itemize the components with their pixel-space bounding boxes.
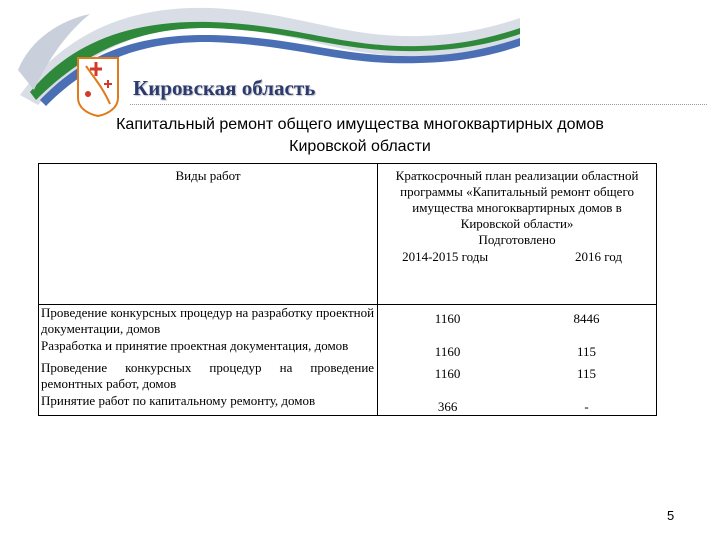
works-table xyxy=(38,163,657,416)
region-name: Кировская область xyxy=(133,76,316,100)
row-value-2014: 1160 xyxy=(378,305,517,339)
col-header-plan xyxy=(378,164,657,305)
coat-of-arms-icon xyxy=(78,58,118,116)
table-row xyxy=(39,338,657,360)
year-col-1: 2014-2015 годы xyxy=(402,249,489,264)
row-value-2014: 366 xyxy=(378,393,517,416)
header-banner xyxy=(0,0,720,120)
row-label: Проведение конкурсных процедур на проведение ремонтных работ, домов xyxy=(39,360,378,393)
year-headers xyxy=(378,248,656,265)
row-label: Разработка и принятие проектная документация, домов xyxy=(39,338,378,360)
table-row xyxy=(39,393,657,416)
row-label: Проведение конкурсных процедур на разработку проектной документации, домов xyxy=(39,305,378,339)
table-header-row xyxy=(39,164,657,305)
table-row xyxy=(39,360,657,393)
row-value-2014: 1160 xyxy=(434,344,461,359)
table-row xyxy=(39,305,657,339)
title-line-2: Кировской области xyxy=(289,138,431,155)
row-value-2016: 115 xyxy=(517,338,656,360)
title-line-1: Капитальный ремонт общего имущества многоквартирных домов xyxy=(116,116,604,133)
page-number: 5 xyxy=(667,508,675,523)
row-value-2016: 115 xyxy=(517,360,656,393)
header-divider xyxy=(130,104,707,105)
row-value-2016: 8446 xyxy=(517,305,656,339)
plan-header: Краткосрочный план реализации областной программы «Капитальный ремонт общего имущества многоквартирных домов в Кировской области» xyxy=(395,168,639,231)
row-value-2016: - xyxy=(517,393,656,416)
col-header-work-types: Виды работ xyxy=(39,164,378,305)
page-title xyxy=(40,114,680,158)
prepared-label: Подготовлено xyxy=(478,232,556,247)
row-label: Принятие работ по капитальному ремонту, домов xyxy=(39,393,378,416)
year-col-2: 2016 год xyxy=(575,249,622,264)
row-value-2014: 1160 xyxy=(434,366,461,381)
